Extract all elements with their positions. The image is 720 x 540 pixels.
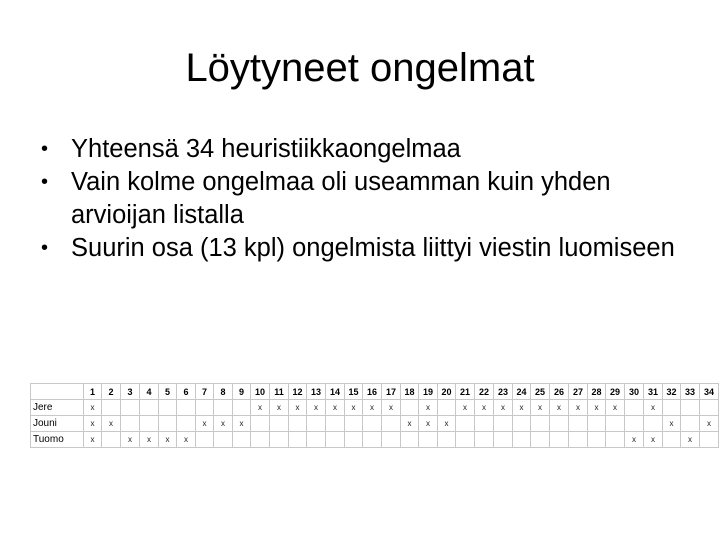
column-header: 26 [550, 384, 569, 400]
table-cell [606, 416, 625, 432]
table-cell [475, 432, 494, 448]
evaluator-name: Tuomo [31, 432, 84, 448]
column-header: 30 [625, 384, 644, 400]
table-cell [681, 416, 700, 432]
column-header: 28 [588, 384, 606, 400]
table-cell: x [140, 432, 159, 448]
column-header: 25 [531, 384, 550, 400]
column-header: 17 [382, 384, 401, 400]
column-header: 2 [102, 384, 121, 400]
column-header: 19 [419, 384, 438, 400]
table-cell [625, 416, 644, 432]
table-cell: x [307, 400, 326, 416]
table-cell: x [102, 416, 121, 432]
table-cell: x [214, 416, 233, 432]
table-cell [625, 400, 644, 416]
bullet-item [40, 232, 700, 265]
column-header: 27 [569, 384, 588, 400]
column-header: 33 [681, 384, 700, 400]
table-cell [214, 400, 233, 416]
table-cell [382, 432, 401, 448]
table-cell [475, 416, 494, 432]
table-cell: x [159, 432, 177, 448]
table-cell [307, 432, 326, 448]
table-cell [121, 416, 140, 432]
table-cell [363, 416, 382, 432]
table-cell [700, 432, 719, 448]
table-cell: x [251, 400, 270, 416]
table-cell [289, 432, 307, 448]
column-header: 24 [513, 384, 531, 400]
column-header: 12 [289, 384, 307, 400]
table-cell [307, 416, 326, 432]
slide-title: Löytyneet ongelmat [185, 46, 535, 90]
table-cell [102, 400, 121, 416]
column-header: 1 [84, 384, 102, 400]
table-cell [438, 432, 456, 448]
table-cell [644, 416, 663, 432]
table-cell [159, 400, 177, 416]
table-cell [401, 400, 419, 416]
table-cell [289, 416, 307, 432]
column-header: 7 [196, 384, 214, 400]
bullet-item [40, 166, 700, 232]
table-cell [326, 432, 345, 448]
table-cell [140, 416, 159, 432]
bullet-text: Vain kolme ongelmaa oli useamman kuin yhden arvioijan listalla [71, 168, 611, 229]
column-header: 20 [438, 384, 456, 400]
table-cell [531, 416, 550, 432]
column-header: 23 [494, 384, 513, 400]
table-cell [159, 416, 177, 432]
table-cell: x [513, 400, 531, 416]
table-cell [382, 416, 401, 432]
column-header: 32 [663, 384, 681, 400]
column-header: 18 [401, 384, 419, 400]
bullet-dot-icon: • [41, 138, 49, 160]
table-cell [214, 432, 233, 448]
table-cell [588, 432, 606, 448]
table-cell: x [419, 400, 438, 416]
table-cell [177, 400, 196, 416]
table-cell [569, 416, 588, 432]
table-cell [438, 400, 456, 416]
table-cell [456, 432, 475, 448]
column-header: 31 [644, 384, 663, 400]
table-cell: x [84, 432, 102, 448]
evaluator-name: Jouni [31, 416, 84, 432]
problem-evaluator-table [30, 383, 719, 448]
table-cell: x [606, 400, 625, 416]
column-header: 22 [475, 384, 494, 400]
table-cell: x [700, 416, 719, 432]
table-cell [345, 432, 363, 448]
table-cell: x [289, 400, 307, 416]
column-header: 8 [214, 384, 233, 400]
bullet-item [40, 133, 700, 166]
table-cell: x [345, 400, 363, 416]
table-cell [700, 400, 719, 416]
bullet-dot-icon: • [41, 237, 49, 259]
column-header: 9 [233, 384, 251, 400]
table-cell [233, 432, 251, 448]
table-cell: x [531, 400, 550, 416]
table-cell [494, 432, 513, 448]
column-header: 29 [606, 384, 625, 400]
table-cell [270, 432, 289, 448]
table-cell [196, 400, 214, 416]
table-cell [345, 416, 363, 432]
table-cell [456, 416, 475, 432]
table-cell: x [494, 400, 513, 416]
table-cell [588, 416, 606, 432]
table-cell: x [419, 416, 438, 432]
table-cell: x [401, 416, 419, 432]
column-header: 10 [251, 384, 270, 400]
table-row [31, 432, 719, 448]
column-header: 34 [700, 384, 719, 400]
column-header: 4 [140, 384, 159, 400]
bullet-list [40, 133, 700, 265]
table-cell [140, 400, 159, 416]
column-header: 11 [270, 384, 289, 400]
column-header: 16 [363, 384, 382, 400]
table-cell: x [644, 400, 663, 416]
table-cell [251, 432, 270, 448]
table-cell: x [363, 400, 382, 416]
table-cell: x [681, 432, 700, 448]
table-cell [663, 400, 681, 416]
table-cell [681, 400, 700, 416]
table-cell: x [663, 416, 681, 432]
table-cell [550, 432, 569, 448]
table-cell: x [456, 400, 475, 416]
table-cell: x [625, 432, 644, 448]
table-cell: x [644, 432, 663, 448]
column-header: 5 [159, 384, 177, 400]
table-cell: x [121, 432, 140, 448]
column-header: 14 [326, 384, 345, 400]
table-cell: x [550, 400, 569, 416]
table-cell [102, 432, 121, 448]
bullet-dot-icon: • [41, 171, 49, 193]
table-cell: x [475, 400, 494, 416]
column-header: 13 [307, 384, 326, 400]
evaluator-name: Jere [31, 400, 84, 416]
column-header: 6 [177, 384, 196, 400]
table-cell: x [382, 400, 401, 416]
bullet-text: Yhteensä 34 heuristiikkaongelmaa [71, 135, 461, 163]
table-cell [251, 416, 270, 432]
table-cell: x [84, 400, 102, 416]
table-cell: x [233, 416, 251, 432]
bullet-text: Suurin osa (13 kpl) ongelmista liittyi viestin luomiseen [71, 234, 675, 262]
table-cell [513, 416, 531, 432]
table-cell [326, 416, 345, 432]
table-cell [569, 432, 588, 448]
table-cell [233, 400, 251, 416]
table-cell [550, 416, 569, 432]
table-cell [494, 416, 513, 432]
table-cell [196, 432, 214, 448]
table-cell: x [438, 416, 456, 432]
table-cell: x [569, 400, 588, 416]
table-row [31, 400, 719, 416]
column-header: 3 [121, 384, 140, 400]
table-cell: x [588, 400, 606, 416]
column-header: 21 [456, 384, 475, 400]
column-header: 15 [345, 384, 363, 400]
table-cell [121, 400, 140, 416]
table-cell [531, 432, 550, 448]
table-cell: x [84, 416, 102, 432]
table-cell [606, 432, 625, 448]
table-body [31, 400, 719, 448]
table-cell: x [196, 416, 214, 432]
table-row [31, 416, 719, 432]
table-cell [401, 432, 419, 448]
table-cell: x [270, 400, 289, 416]
table-cell [270, 416, 289, 432]
table-cell [513, 432, 531, 448]
table-header-row [31, 384, 719, 400]
table-cell [663, 432, 681, 448]
table-corner-cell [31, 384, 84, 400]
table-cell: x [326, 400, 345, 416]
table-cell [177, 416, 196, 432]
table-cell [363, 432, 382, 448]
table-cell: x [177, 432, 196, 448]
table-cell [419, 432, 438, 448]
